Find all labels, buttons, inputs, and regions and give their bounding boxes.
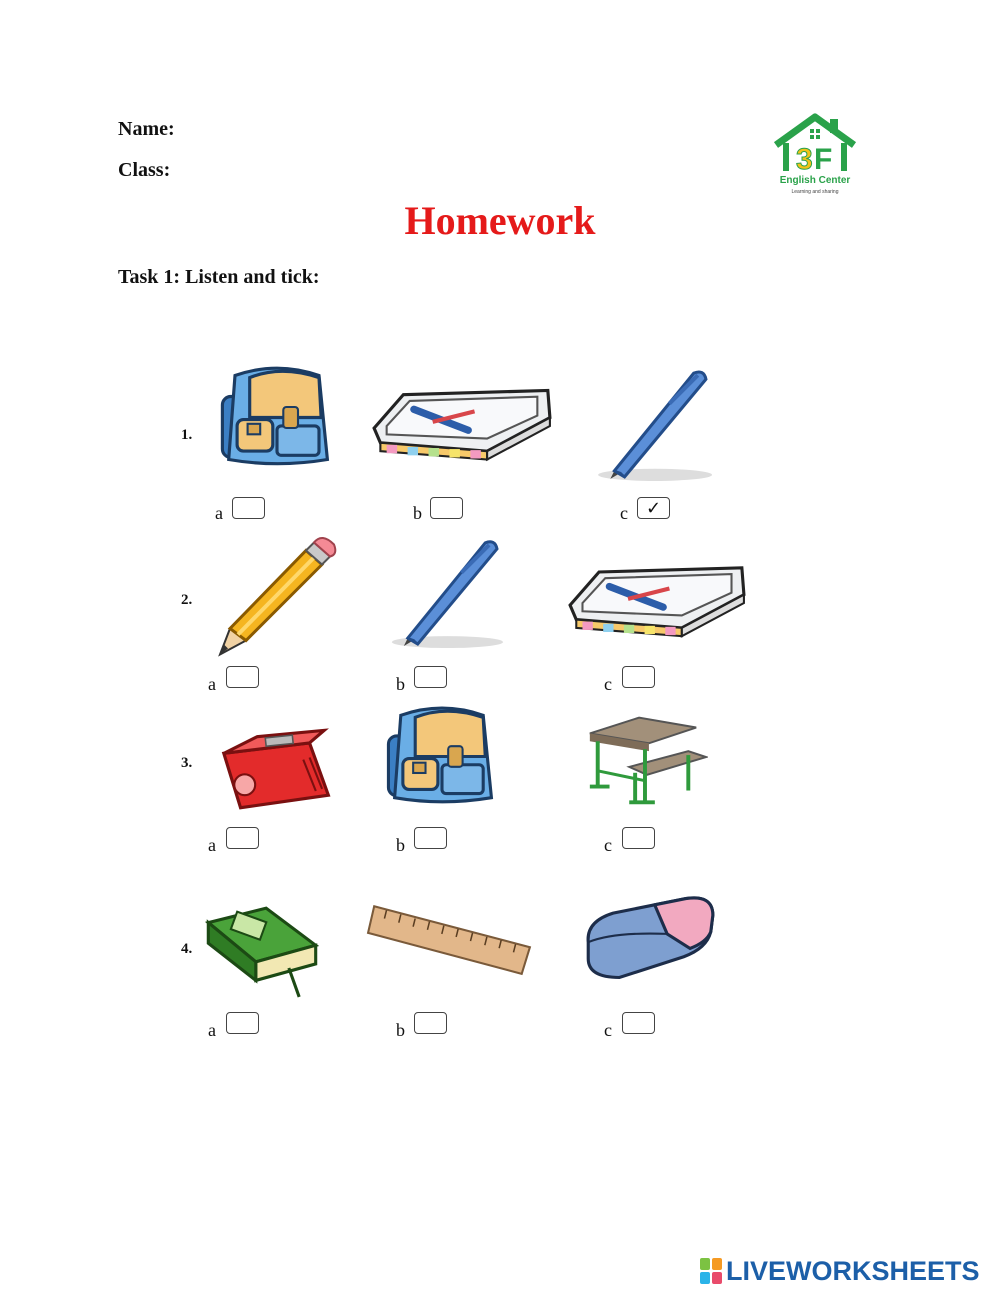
- backpack-icon: [212, 365, 342, 470]
- row-1-number: 1.: [181, 427, 193, 443]
- pencil-case-icon: [568, 562, 746, 642]
- row-1-option-c-letter: c: [620, 503, 628, 523]
- liveworksheets-footer: [700, 1255, 980, 1287]
- row-4-option-c-letter: c: [604, 1020, 612, 1040]
- logo-tagline: Learning and sharing: [791, 189, 839, 195]
- row-4-option-a-checkbox[interactable]: [226, 1012, 259, 1034]
- row-3-option-a-letter: a: [208, 835, 216, 855]
- row-1-option-c-checkbox[interactable]: ✓: [637, 497, 670, 519]
- row-2-number: 2.: [181, 592, 193, 608]
- row-1-option-b-checkbox[interactable]: [430, 497, 463, 519]
- class-label: Class:: [118, 159, 171, 181]
- row-3-option-b-letter: b: [396, 835, 405, 855]
- row-2-option-c-checkbox[interactable]: [622, 666, 655, 688]
- eraser-icon: [582, 888, 717, 986]
- row-2-option-b-letter: b: [396, 674, 405, 694]
- svg-text:F: F: [814, 143, 833, 175]
- ruler-icon: [366, 893, 534, 983]
- name-label: Name:: [118, 118, 175, 140]
- row-2-option-a-letter: a: [208, 674, 216, 694]
- row-4-option-c-checkbox[interactable]: [622, 1012, 655, 1034]
- row-1-option-a-letter: a: [215, 503, 223, 523]
- liveworksheets-logo-icon: [700, 1258, 722, 1284]
- liveworksheets-brand: LIVEWORKSHEETS: [726, 1255, 980, 1286]
- pencil-icon: [210, 536, 340, 661]
- row-2-option-b-checkbox[interactable]: [414, 666, 447, 688]
- house-logo-icon: [770, 113, 860, 175]
- desk-icon: [580, 710, 708, 810]
- sharpener-icon: [214, 722, 334, 814]
- row-4-number: 4.: [181, 941, 193, 957]
- pen-icon: [375, 535, 510, 650]
- task-title: Task 1: Listen and tick:: [118, 266, 320, 288]
- row-2-option-c-letter: c: [604, 674, 612, 694]
- row-3-option-c-checkbox[interactable]: [622, 827, 655, 849]
- book-icon: [203, 904, 321, 999]
- row-3-number: 3.: [181, 755, 193, 771]
- row-3-option-b-checkbox[interactable]: [414, 827, 447, 849]
- row-1-option-a-checkbox[interactable]: [232, 497, 265, 519]
- row-3-option-c-letter: c: [604, 835, 612, 855]
- row-2-option-a-checkbox[interactable]: [226, 666, 259, 688]
- pencil-case-icon: [372, 385, 552, 465]
- english-center-logo: [770, 113, 860, 203]
- backpack-icon: [378, 705, 506, 808]
- page-title: Homework: [404, 198, 596, 243]
- row-4-option-b-checkbox[interactable]: [414, 1012, 447, 1034]
- pen-icon: [580, 365, 720, 483]
- row-4-option-a-letter: a: [208, 1020, 216, 1040]
- logo-name: English Center: [779, 175, 851, 186]
- svg-text:3: 3: [796, 143, 813, 175]
- row-3-option-a-checkbox[interactable]: [226, 827, 259, 849]
- row-1-option-b-letter: b: [413, 503, 422, 523]
- row-4-option-b-letter: b: [396, 1020, 405, 1040]
